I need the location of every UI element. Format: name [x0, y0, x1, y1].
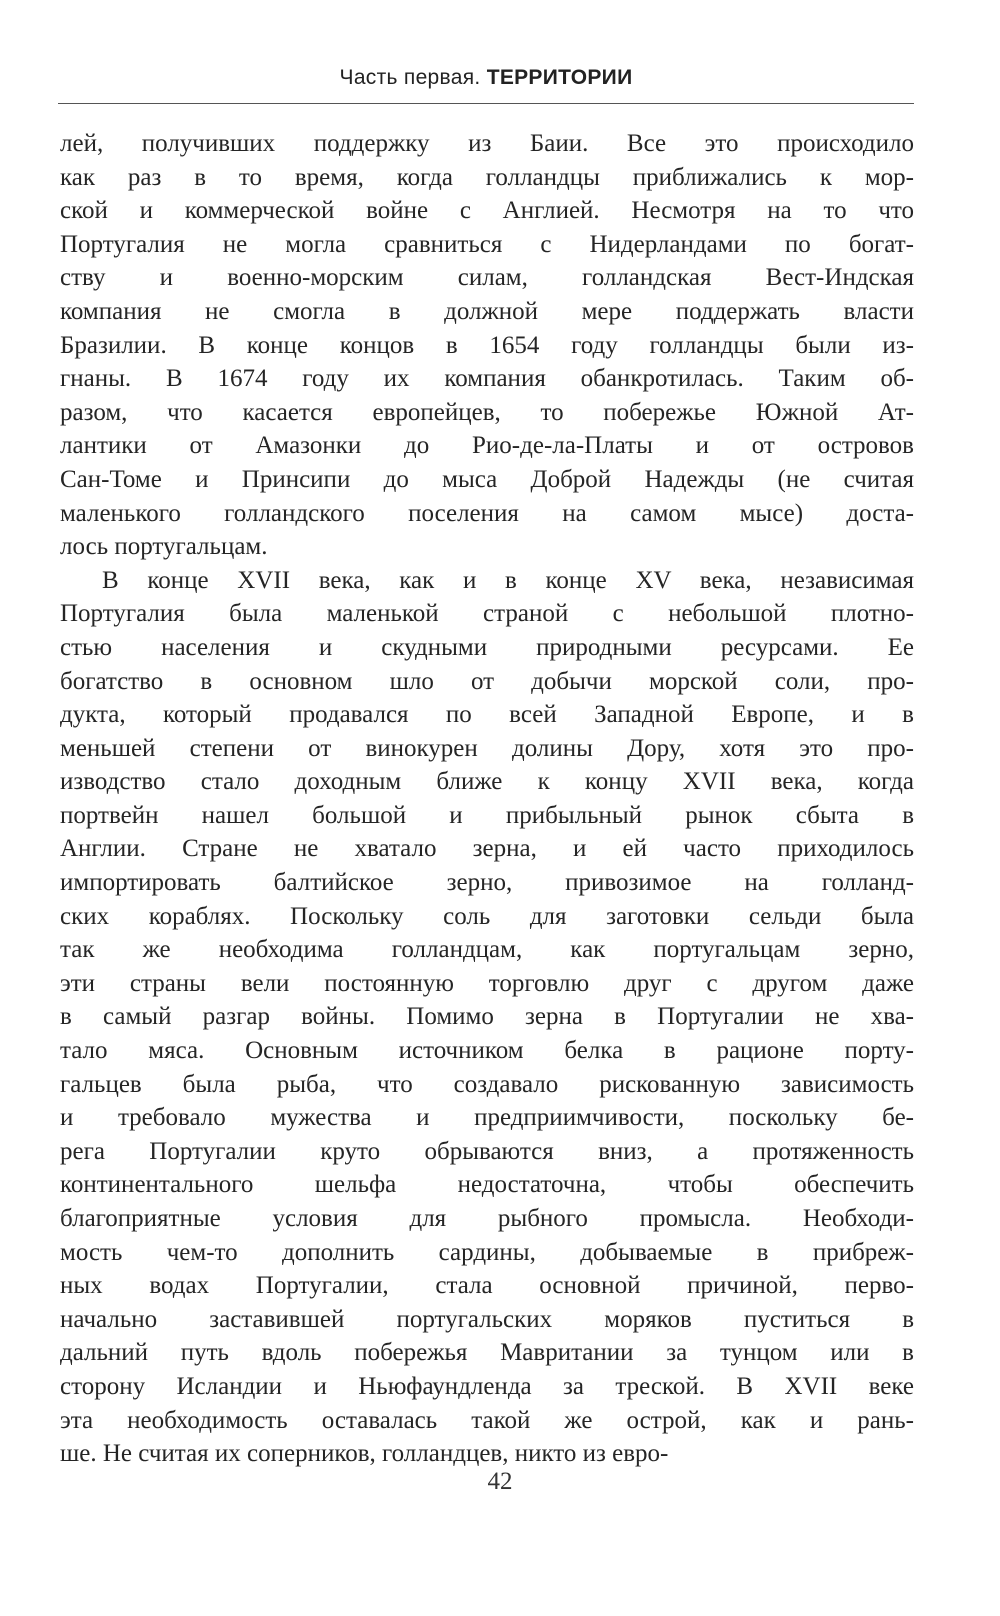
text-line: меньшей степени от винокурен долины Дору, хотя это про- [60, 734, 914, 762]
text-line: мость чем-то дополнить сардины, добываемые в прибреж- [60, 1238, 914, 1266]
text-line: ских кораблях. Поскольку соль для заготовки сельди была [60, 902, 914, 930]
text-line: дальний путь вдоль побережья Мавритании за тунцом или в [60, 1339, 914, 1367]
text-line: В конце XVII века, как и в конце XV века, независимая [102, 566, 914, 594]
text-line: лей, получивших поддержку из Баии. Все это происходило [60, 130, 914, 157]
text-line: как раз в то время, когда голландцы приближались к мор- [60, 163, 914, 191]
text-line: в самый разгар войны. Помимо зерна в Португалии не хва- [60, 1003, 914, 1031]
text-line: эти страны вели постоянную торговлю друг с другом даже [60, 969, 914, 997]
text-line: изводство стало доходным ближе к концу XVII века, когда [60, 768, 914, 796]
text-line: Сан-Томе и Принсипи до мыса Доброй Надежды (не считая [60, 465, 914, 493]
paragraph [60, 564, 914, 1471]
text-line: дукта, который продавался по всей Западной Европе, и в [60, 701, 914, 729]
text-line: Португалия была маленькой страной с небольшой плотно- [60, 600, 914, 628]
text-line: ской и коммерческой войне с Англией. Несмотря на то что [60, 197, 914, 225]
text-line: благоприятные условия для рыбного промысла. Необходи- [60, 1205, 914, 1232]
text-line: маленького голландского поселения на самом мысе) доста- [60, 499, 914, 527]
page-number: 42 [487, 1468, 513, 1495]
text-line: богатство в основном шло от добычи морской соли, про- [60, 667, 914, 695]
text-line: импортировать балтийское зерно, привозимое на голланд- [60, 869, 914, 897]
running-head-part: Часть первая. [339, 66, 481, 89]
running-head-title: ТЕРРИТОРИИ [486, 66, 633, 89]
text-line: ных водах Португалии, стала основной причиной, перво- [60, 1272, 914, 1300]
text-line: начально заставившей португальских моряков пуститься в [60, 1305, 914, 1333]
text-line: лось португальцам. [60, 533, 268, 561]
text-line: сторону Исландии и Ньюфаундленда за треской. В XVII веке [60, 1372, 914, 1400]
text-line: эта необходимость оставалась такой же острой, как и рань- [60, 1406, 914, 1434]
text-line: континентального шельфа недостаточна, чтобы обеспечить [60, 1171, 914, 1199]
text-line: ству и военно-морским силам, голландская Вест-Индская [60, 264, 914, 292]
body-text [60, 127, 914, 1471]
running-head [58, 66, 914, 90]
text-line: разом, что касается европейцев, то побережье Южной Ат- [60, 398, 914, 426]
text-line: Португалия не могла сравниться с Нидерландами по богат- [60, 230, 914, 258]
text-line: и требовало мужества и предприимчивости, поскольку бе- [60, 1104, 914, 1132]
text-line: Англии. Стране не хватало зерна, и ей часто приходилось [60, 835, 914, 863]
text-line: тало мяса. Основным источником белка в рационе порту- [60, 1037, 914, 1065]
text-line: компания не смогла в должной мере поддержать власти [60, 297, 914, 325]
text-line: ше. Не считая их соперников, голландцев, никто из евро- [60, 1440, 669, 1468]
text-line: гнаны. В 1674 году их компания обанкротилась. Таким об- [60, 365, 914, 393]
text-line: лантики от Амазонки до Рио-де-ла-Платы и от островов [60, 432, 914, 460]
text-line: стью населения и скудными природными ресурсами. Ее [60, 633, 914, 661]
text-line: портвейн нашел большой и прибыльный рынок сбыта в [60, 801, 914, 829]
paragraph [60, 127, 914, 564]
text-line: так же необходима голландцам, как португальцам зерно, [60, 936, 914, 964]
text-line: Бразилии. В конце концов в 1654 году голландцы были из- [60, 331, 914, 359]
text-line: рега Португалии круто обрываются вниз, а протяженность [60, 1137, 914, 1165]
text-line: гальцев была рыба, что создавало рискованную зависимость [60, 1070, 914, 1098]
header-rule [58, 103, 914, 104]
